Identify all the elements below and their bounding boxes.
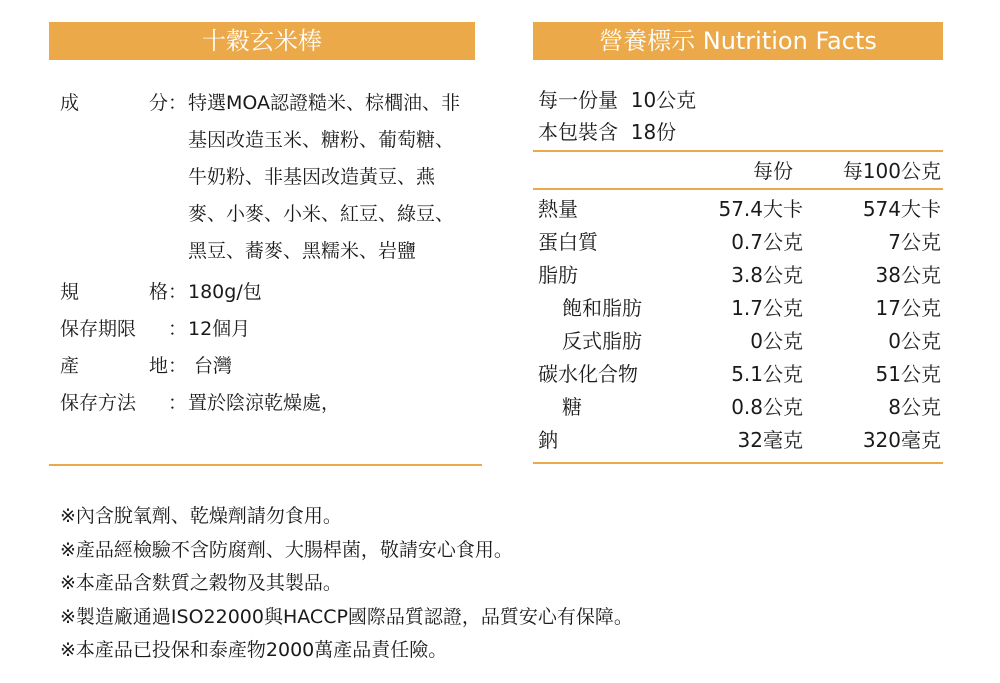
nutrient-name: 糖 <box>562 395 582 419</box>
spec-value <box>188 311 490 348</box>
spec-value-line: 特選MOA認證糙米、棕櫚油、非 <box>188 92 461 114</box>
nutrient-per-100g: 320毫克 <box>862 428 941 452</box>
spec-label <box>60 311 168 348</box>
spec-label-text: 成 <box>60 92 80 114</box>
spec-value <box>188 85 490 270</box>
nutrient-per-100g: 7公克 <box>888 230 941 254</box>
spec-value-line: 12個月 <box>188 318 251 340</box>
spec-colon: ： <box>168 92 188 114</box>
nutrient-per-serving: 0公克 <box>750 329 803 353</box>
spec-label-text: 規 <box>60 281 80 303</box>
spec-colon: ： <box>168 281 188 303</box>
spec-row <box>60 85 490 270</box>
spec-value <box>188 274 490 311</box>
nutrition-row <box>538 424 943 457</box>
nutrient-name: 脂肪 <box>538 263 578 287</box>
nutrient-per-serving: 5.1公克 <box>731 362 803 386</box>
nutrition-row <box>538 292 943 325</box>
spec-value-line: 180g/包 <box>188 281 262 303</box>
nutrition-row <box>538 259 943 292</box>
spec-value-line: 麥、小麥、小米、紅豆、綠豆、 <box>188 203 455 225</box>
nutrient-name: 飽和脂肪 <box>562 296 642 320</box>
spec-colon: ： <box>168 318 188 340</box>
nutrient-per-100g: 8公克 <box>888 395 941 419</box>
nutrient-per-serving: 0.7公克 <box>731 230 803 254</box>
note-item: ※本產品已投保和泰產物2000萬產品責任險。 <box>60 639 448 661</box>
nutrient-per-serving: 1.7公克 <box>731 296 803 320</box>
nutrient-per-100g: 0公克 <box>888 329 941 353</box>
spec-label-text: 產 <box>60 355 80 377</box>
nutrient-per-100g: 17公克 <box>875 296 941 320</box>
nutrition-row <box>538 325 943 358</box>
nutrient-per-100g: 38公克 <box>875 263 941 287</box>
nutrient-per-serving: 32毫克 <box>737 428 803 452</box>
product-specs <box>60 85 490 422</box>
spec-row <box>60 311 490 348</box>
nutrient-per-100g: 51公克 <box>875 362 941 386</box>
serving-size: 每一份量 10公克 <box>538 88 697 112</box>
left-divider <box>49 464 482 466</box>
spec-label-text: 保存方法 <box>60 392 137 414</box>
nutrition-facts-banner: 營養標示 Nutrition Facts <box>533 22 943 60</box>
spec-label <box>60 348 168 385</box>
spec-value-line: 置於陰涼乾燥處， <box>188 392 341 414</box>
nutrition-divider-header <box>533 188 943 190</box>
nutrient-name: 鈉 <box>538 428 558 452</box>
nutrient-per-serving: 0.8公克 <box>731 395 803 419</box>
spec-label <box>60 274 168 311</box>
spec-label <box>60 85 168 270</box>
spec-row <box>60 385 490 422</box>
servings-per-package: 本包裝含 18份 <box>538 120 677 144</box>
nutrient-per-100g: 574大卡 <box>862 197 941 221</box>
spec-label-text: 分 <box>148 92 168 114</box>
note-item: ※內含脫氧劑、乾燥劑請勿食用。 <box>60 505 342 527</box>
nutrition-header-row <box>538 155 943 188</box>
spec-colon: ： <box>168 392 188 414</box>
nutrient-name: 碳水化合物 <box>538 362 638 386</box>
column-per-serving: 每份 <box>753 159 793 183</box>
spec-row <box>60 348 490 385</box>
spec-label-text: 格 <box>148 281 168 303</box>
notes-list <box>60 500 633 668</box>
nutrition-row <box>538 226 943 259</box>
spec-value <box>188 348 490 385</box>
nutrition-table <box>538 193 943 457</box>
nutrition-row <box>538 193 943 226</box>
spec-colon: ： <box>168 355 188 377</box>
nutrient-per-serving: 3.8公克 <box>731 263 803 287</box>
nutrient-name: 蛋白質 <box>538 230 598 254</box>
spec-value-line: 牛奶粉、非基因改造黃豆、燕 <box>188 166 436 188</box>
spec-value-line: 基因改造玉米、糖粉、葡萄糖、 <box>188 129 455 151</box>
note-item: ※本產品含麩質之穀物及其製品。 <box>60 572 342 594</box>
spec-value-line: 黑豆、蕎麥、黑糯米、岩鹽 <box>188 240 417 262</box>
note-item: ※產品經檢驗不含防腐劑、大腸桿菌，敬請安心食用。 <box>60 538 513 561</box>
nutrition-row <box>538 391 943 424</box>
spec-label <box>60 385 168 422</box>
spec-row <box>60 274 490 311</box>
column-per-100g: 每100公克 <box>842 159 941 183</box>
spec-value-line: 台灣 <box>188 355 233 377</box>
nutrient-name: 熱量 <box>538 197 578 221</box>
nutrition-divider-top <box>533 150 943 152</box>
nutrition-divider-bottom <box>533 462 943 464</box>
spec-value <box>188 385 490 422</box>
nutrition-row <box>538 358 943 391</box>
nutrient-per-serving: 57.4大卡 <box>718 197 803 221</box>
spec-label-text: 地 <box>148 355 168 377</box>
product-title-banner: 十穀玄米棒 <box>49 22 475 60</box>
spec-label-text: 保存期限 <box>60 318 137 340</box>
nutrient-name: 反式脂肪 <box>562 329 642 353</box>
serving-info <box>538 84 696 148</box>
note-item: ※製造廠通過ISO22000與HACCP國際品質認證，品質安心有保障。 <box>60 605 633 628</box>
